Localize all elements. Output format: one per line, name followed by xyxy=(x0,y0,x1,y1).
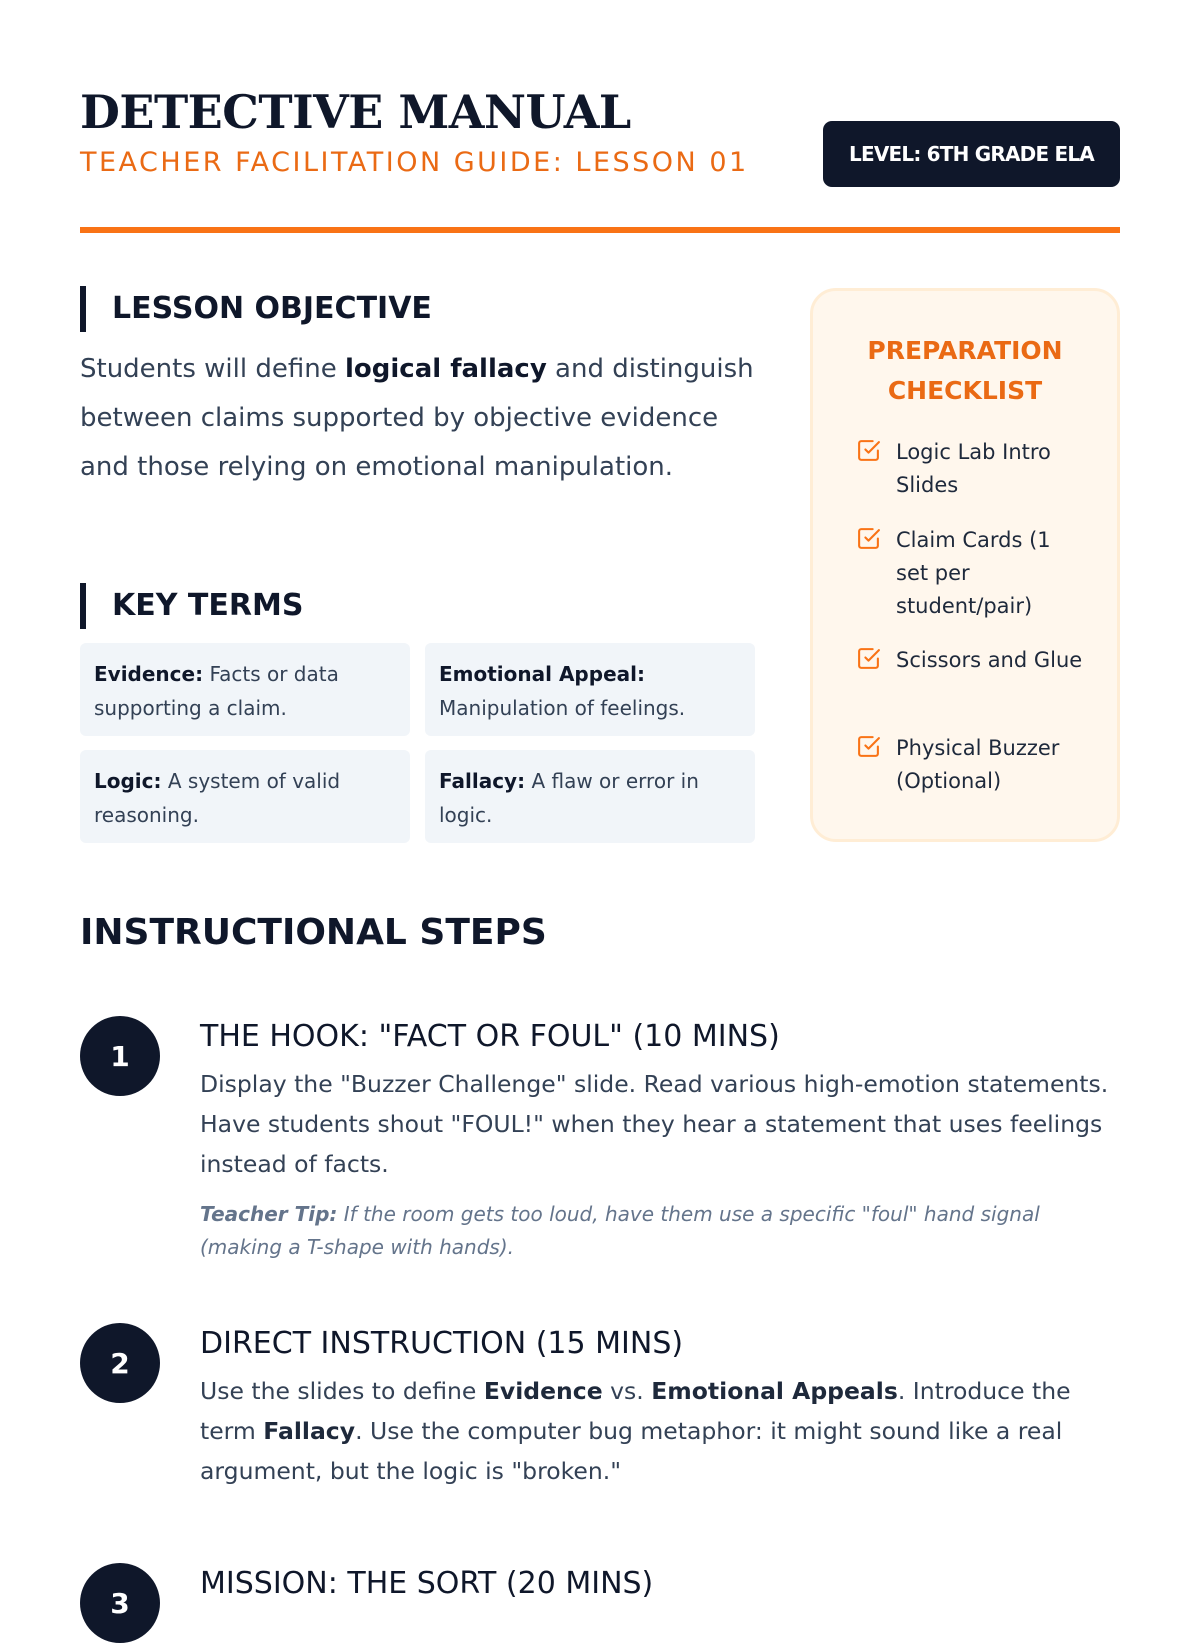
key-terms-heading: KEY TERMS xyxy=(80,583,303,629)
teacher-tip xyxy=(200,1198,1120,1264)
step-desc-part: . Introduce the term xyxy=(200,1377,1071,1445)
checklist-item-label: Physical Buzzer (Optional) xyxy=(896,736,1060,793)
term-card-logic xyxy=(80,750,410,843)
step-number-badge: 2 xyxy=(80,1323,160,1403)
term-definition: A flaw or error in logic. xyxy=(439,769,699,827)
step-title: MISSION: THE SORT (20 MINS) xyxy=(200,1566,654,1601)
checklist-item xyxy=(856,524,1086,623)
checklist-item xyxy=(856,436,1086,502)
checklist-item-label: Logic Lab Intro Slides xyxy=(896,440,1051,497)
objective-text-end: and distinguish between claims supported by objective evidence and those relying on emotional manipulation. xyxy=(80,354,754,482)
step-title: THE HOOK: "FACT OR FOUL" (10 MINS) xyxy=(200,1019,780,1054)
term-card-evidence xyxy=(80,643,410,736)
page-title: DETECTIVE MANUAL xyxy=(80,85,631,139)
checklist-title: PREPARATION CHECKLIST xyxy=(867,336,1063,405)
checkbox-checked-icon xyxy=(856,438,881,463)
header-divider xyxy=(80,227,1120,233)
checkbox-checked-icon xyxy=(856,646,881,671)
step-number-badge: 3 xyxy=(80,1563,160,1643)
objective-heading: LESSON OBJECTIVE xyxy=(80,286,432,332)
step-desc-part: Use the slides to define xyxy=(200,1377,484,1405)
preparation-checklist xyxy=(810,288,1120,842)
term-definition: A system of valid reasoning. xyxy=(94,769,341,827)
term-definition: Manipulation of feelings. xyxy=(439,696,686,720)
checklist-item-label: Scissors and Glue xyxy=(896,648,1083,672)
instructional-steps-heading: INSTRUCTIONAL STEPS xyxy=(80,912,547,953)
step-description xyxy=(200,1371,1120,1491)
step-desc-part: . Use the computer bug metaphor: it might sound like a real argument, but the logic is "broken." xyxy=(200,1417,1063,1485)
term-word: Emotional Appeal: xyxy=(439,662,645,686)
objective-text-start: Students will define xyxy=(80,354,345,384)
teacher-tip-text: If the room gets too loud, have them use a specific "foul" hand signal (making a T-shape with hands). xyxy=(200,1202,1040,1259)
checklist-item xyxy=(856,644,1086,677)
term-card-emotional-appeal xyxy=(425,643,755,736)
page-subtitle: TEACHER FACILITATION GUIDE: LESSON 01 xyxy=(80,147,749,178)
step-desc-part: vs. xyxy=(602,1377,652,1405)
step-description: Display the "Buzzer Challenge" slide. Read various high-emotion statements. Have students shout "FOUL!" when they hear a statement that uses feelings instead of facts. xyxy=(200,1070,1109,1178)
step-desc-term: Fallacy xyxy=(263,1417,356,1445)
checkbox-checked-icon xyxy=(856,734,881,759)
checklist-item xyxy=(856,732,1086,798)
step-body xyxy=(200,1323,1120,1491)
term-word: Fallacy: xyxy=(439,769,526,793)
objective-text xyxy=(80,345,770,492)
step-body xyxy=(200,1016,1120,1264)
objective-text-bold: logical fallacy xyxy=(344,354,547,384)
checklist-item-label: Claim Cards (1 set per student/pair) xyxy=(896,528,1051,618)
step-title: DIRECT INSTRUCTION (15 MINS) xyxy=(200,1326,684,1361)
step-number-badge: 1 xyxy=(80,1016,160,1096)
level-badge: LEVEL: 6TH GRADE ELA xyxy=(823,121,1120,187)
term-word: Logic: xyxy=(94,769,162,793)
step-body xyxy=(200,1563,1120,1605)
term-card-fallacy xyxy=(425,750,755,843)
term-word: Evidence: xyxy=(94,662,204,686)
term-definition: Facts or data supporting a claim. xyxy=(94,662,339,720)
step-desc-term: Emotional Appeals xyxy=(651,1377,898,1405)
checkbox-checked-icon xyxy=(856,526,881,551)
teacher-tip-label: Teacher Tip: xyxy=(200,1202,338,1226)
step-desc-term: Evidence xyxy=(483,1377,603,1405)
